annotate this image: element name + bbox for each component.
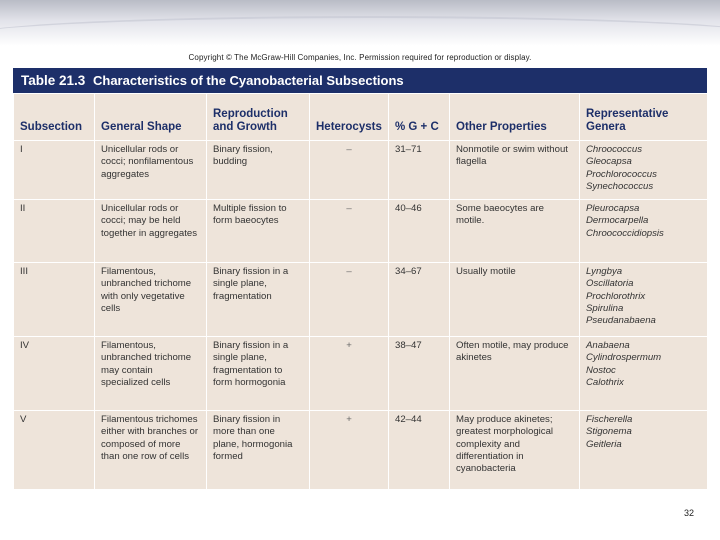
header-reproduction xyxy=(207,94,310,141)
cell-subsection: V xyxy=(14,411,95,490)
genus-name: Cylindrospermum xyxy=(586,352,662,364)
cell-reproduction: Binary fission in a single plane, fragmentation xyxy=(207,263,310,337)
cell-heterocysts: – xyxy=(310,200,389,263)
genus-name: Oscillatoria xyxy=(586,278,634,290)
genus-name: Synechococcus xyxy=(586,180,654,192)
slide-swoosh-decoration xyxy=(0,16,720,58)
table-title: Characteristics of the Cyanobacterial Subsections xyxy=(93,73,404,88)
cell-gc-content: 38–47 xyxy=(389,337,450,411)
cell-general-shape: Unicellular rods or cocci; may be held together in aggregates xyxy=(95,200,207,263)
cell-reproduction: Multiple fission to form baeocytes xyxy=(207,200,310,263)
genus-name: Chroococcus xyxy=(586,144,642,155)
cell-heterocysts: + xyxy=(310,337,389,411)
cell-other-properties: Nonmotile or swim without flagella xyxy=(450,141,580,200)
header-subsection: Subsection xyxy=(14,94,95,141)
table-header-row xyxy=(14,94,708,141)
cell-gc-content: 34–67 xyxy=(389,263,450,337)
header-gc-content: % G + C xyxy=(389,94,450,141)
table-row xyxy=(14,411,708,490)
copyright-notice: Copyright © The McGraw-Hill Companies, Inc. Permission required for reproduction or display. xyxy=(188,53,532,62)
header-heterocysts: Heterocysts xyxy=(310,94,389,141)
genus-name: Nostoc xyxy=(586,364,616,376)
table-row xyxy=(14,263,708,337)
genus-name: Lyngbya xyxy=(586,266,623,277)
genus-name: Calothrix xyxy=(586,376,624,388)
cell-representative-genera xyxy=(580,141,708,200)
cell-gc-content: 40–46 xyxy=(389,200,450,263)
cell-general-shape: Unicellular rods or cocci; nonfilamentous aggregates xyxy=(95,141,207,200)
cell-representative-genera xyxy=(580,337,708,411)
cell-subsection: IV xyxy=(14,337,95,411)
header-other-properties: Other Properties xyxy=(450,94,580,141)
table-row xyxy=(14,337,708,411)
cell-representative-genera xyxy=(580,263,708,337)
cell-general-shape: Filamentous trichomes either with branches or composed of more than one row of cells xyxy=(95,411,207,490)
genus-name: Spirulina xyxy=(586,302,624,314)
header-general-shape: General Shape xyxy=(95,94,207,141)
cell-reproduction: Binary fission, budding xyxy=(207,141,310,200)
cell-general-shape: Filamentous, unbranched trichome may contain specialized cells xyxy=(95,337,207,411)
table-number: Table 21.3 xyxy=(21,73,86,88)
header-reproduction-line1: Reproduction xyxy=(213,108,288,120)
cell-heterocysts: + xyxy=(310,411,389,490)
cell-other-properties: May produce akinetes; greatest morphological complexity and differentiation in cyanobacteria xyxy=(450,411,580,490)
genus-name: Pseudanabaena xyxy=(586,315,656,327)
cell-gc-content: 31–71 xyxy=(389,141,450,200)
cell-other-properties: Usually motile xyxy=(450,263,580,337)
cell-reproduction: Binary fission in more than one plane, hormogonia formed xyxy=(207,411,310,490)
cell-general-shape: Filamentous, unbranched trichome with only vegetative cells xyxy=(95,263,207,337)
genus-name: Dermocarpella xyxy=(586,215,649,227)
cell-other-properties: Some baeocytes are motile. xyxy=(450,200,580,263)
cyanobacteria-table xyxy=(13,93,708,490)
table-title-bar xyxy=(13,68,707,93)
genus-name: Stigonema xyxy=(586,426,632,438)
genus-name: Anabaena xyxy=(586,340,630,351)
genus-name: Chroococcidiopsis xyxy=(586,227,664,239)
genus-name: Prochlorococcus xyxy=(586,168,657,180)
cell-subsection: III xyxy=(14,263,95,337)
cell-other-properties: Often motile, may produce akinetes xyxy=(450,337,580,411)
genus-name: Prochlorothrix xyxy=(586,290,646,302)
cell-subsection: I xyxy=(14,141,95,200)
genus-name: Fischerella xyxy=(586,414,633,425)
cell-reproduction: Binary fission in a single plane, fragmentation to form hormogonia xyxy=(207,337,310,411)
cell-subsection: II xyxy=(14,200,95,263)
cell-heterocysts: – xyxy=(310,263,389,337)
header-reproduction-line2: and Growth xyxy=(213,121,277,133)
cell-heterocysts: – xyxy=(310,141,389,200)
genus-name: Geitleria xyxy=(586,438,622,450)
cell-gc-content: 42–44 xyxy=(389,411,450,490)
cyanobacteria-table-container xyxy=(13,93,707,485)
table-row xyxy=(14,141,708,200)
genus-name: Gleocapsa xyxy=(586,156,632,168)
header-representative-genera: Representative Genera xyxy=(580,94,708,141)
cell-representative-genera xyxy=(580,411,708,490)
genus-name: Pleurocapsa xyxy=(586,203,640,214)
cell-representative-genera xyxy=(580,200,708,263)
table-row xyxy=(14,200,708,263)
page-number: 32 xyxy=(684,508,695,518)
